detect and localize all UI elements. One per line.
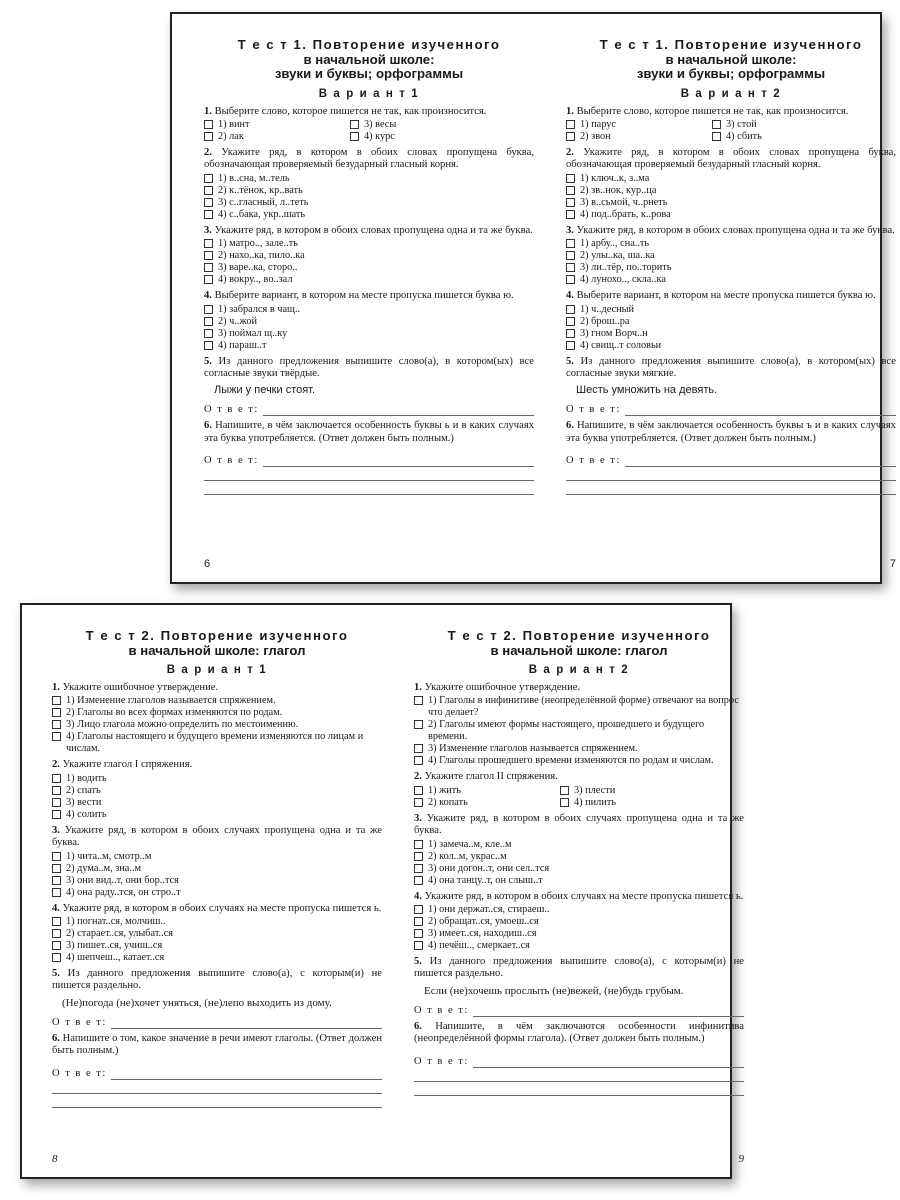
checkbox[interactable] bbox=[566, 275, 575, 284]
option[interactable]: 3) варе..ка, сторо.. bbox=[204, 262, 534, 274]
option[interactable]: 4) печёш.., смеркает..ся bbox=[414, 940, 744, 952]
option[interactable]: 1) чита..м, смотр..м bbox=[52, 851, 382, 863]
options-q2 bbox=[204, 173, 534, 221]
option[interactable]: 1) Изменение глаголов называется спряжением. bbox=[52, 695, 382, 707]
option[interactable]: 4) вокру.., во..зал bbox=[204, 274, 534, 286]
question-6: 6. Напишите, в чём заключаются особенности инфинитива (неопределённой формы глагола). (Ответ должен быть полным.) bbox=[414, 1020, 744, 1045]
option[interactable]: 2) спать bbox=[52, 785, 382, 797]
question-1: 1. Выберите слово, которое пишется не так, как произносится. bbox=[566, 105, 849, 117]
checkbox[interactable] bbox=[52, 708, 61, 717]
page-title: Т е с т 1. Повторение изученного в начальной школе: звуки и буквы; орфограммы bbox=[599, 37, 863, 81]
checkbox[interactable] bbox=[52, 774, 61, 783]
option[interactable]: 3) они вид..т, они бор..тся bbox=[52, 875, 382, 887]
checkbox[interactable] bbox=[414, 744, 423, 753]
checkbox[interactable] bbox=[414, 876, 423, 885]
checkbox[interactable] bbox=[566, 251, 575, 260]
checkbox[interactable] bbox=[52, 888, 61, 897]
option[interactable]: 3) ли..тёр, по..торить bbox=[566, 262, 896, 274]
checkbox[interactable] bbox=[566, 210, 575, 219]
option[interactable]: 3) пишет..ся, учиш..ся bbox=[52, 940, 382, 952]
checkbox[interactable] bbox=[414, 917, 423, 926]
checkbox[interactable] bbox=[52, 696, 61, 705]
checkbox[interactable] bbox=[712, 132, 721, 141]
answer-line[interactable] bbox=[204, 481, 534, 495]
option[interactable]: 2) к..тёнок, кр..вать bbox=[204, 185, 534, 197]
option[interactable]: 2) лак bbox=[204, 131, 350, 143]
checkbox[interactable] bbox=[204, 275, 213, 284]
checkbox[interactable] bbox=[52, 720, 61, 729]
options-q1 bbox=[204, 119, 534, 143]
checkbox[interactable] bbox=[204, 341, 213, 350]
page-number: 6 bbox=[204, 558, 211, 570]
option[interactable]: 1) винт bbox=[204, 119, 350, 131]
checkbox[interactable] bbox=[414, 786, 423, 795]
option[interactable]: 4) пилить bbox=[560, 797, 706, 809]
page-6 bbox=[204, 14, 534, 582]
checkbox[interactable] bbox=[566, 341, 575, 350]
option[interactable]: 1) погнат..ся, молчиш.. bbox=[52, 916, 382, 928]
options-q4 bbox=[52, 916, 382, 964]
checkbox[interactable] bbox=[204, 210, 213, 219]
question-2: 2. Укажите глагол I спряжения. bbox=[52, 759, 193, 771]
page-number: 7 bbox=[889, 558, 896, 570]
checkbox[interactable] bbox=[52, 798, 61, 807]
option[interactable]: 1) жить bbox=[414, 785, 560, 797]
answer-field[interactable]: О т в е т: bbox=[414, 1056, 744, 1068]
question-2: 2. Укажите ряд, в котором в обоих словах пропущена буква, обозначающая проверяемый безударный гласный корня. bbox=[204, 146, 535, 171]
checkbox[interactable] bbox=[52, 864, 61, 873]
question-4: 4. Выберите вариант, в котором на месте пропуска пишется буква ю. bbox=[566, 290, 876, 302]
answer-field[interactable]: О т в е т: bbox=[566, 404, 896, 416]
checkbox[interactable] bbox=[566, 198, 575, 207]
answer-line[interactable] bbox=[566, 481, 896, 495]
checkbox[interactable] bbox=[566, 317, 575, 326]
options-q2 bbox=[566, 173, 896, 221]
options-q2 bbox=[52, 773, 382, 821]
option[interactable]: 3) они догон..т, они сел..тся bbox=[414, 863, 744, 875]
checkbox[interactable] bbox=[566, 186, 575, 195]
option[interactable]: 4) солить bbox=[52, 809, 382, 821]
option[interactable]: 4) параш..т bbox=[204, 340, 534, 352]
option[interactable]: 1) забрался в чащ.. bbox=[204, 304, 534, 316]
answer-field[interactable]: О т в е т: bbox=[52, 1068, 382, 1080]
option[interactable]: 3) плести bbox=[560, 785, 706, 797]
checkbox[interactable] bbox=[414, 840, 423, 849]
answer-field[interactable]: О т в е т: bbox=[52, 1017, 382, 1029]
options-q2 bbox=[414, 785, 744, 809]
option[interactable]: 2) кол..м, украс..м bbox=[414, 851, 744, 863]
option[interactable]: 1) замеча..м, кле..м bbox=[414, 839, 744, 851]
checkbox[interactable] bbox=[560, 786, 569, 795]
option[interactable]: 1) матро.., зале..ть bbox=[204, 238, 534, 250]
option[interactable]: 4) она раду..тся, он стро..т bbox=[52, 887, 382, 899]
question-1: 1. Выберите слово, которое пишется не так, как произносится. bbox=[204, 105, 487, 117]
option[interactable]: 3) с..гласный, л..теть bbox=[204, 197, 534, 209]
page-title: Т е с т 2. Повторение изученного в начальной школе: глагол bbox=[447, 628, 711, 658]
question-5: 5. Из данного предложения выпишите слово(а), в котором(ых) все согласные звуки твёрдые. bbox=[204, 355, 534, 379]
checkbox[interactable] bbox=[204, 132, 213, 141]
option[interactable]: 2) ч..жой bbox=[204, 316, 534, 328]
option[interactable]: 2) нахо..ка, пило..ка bbox=[204, 250, 534, 262]
option[interactable]: 1) арбу.., сна..ть bbox=[566, 238, 896, 250]
checkbox[interactable] bbox=[204, 317, 213, 326]
checkbox[interactable] bbox=[414, 798, 423, 807]
checkbox[interactable] bbox=[52, 852, 61, 861]
options-q4 bbox=[566, 304, 896, 352]
spread-test-2 bbox=[20, 603, 744, 1179]
checkbox[interactable] bbox=[204, 263, 213, 272]
question-5: 5. Из данного предложения выпишите слово(а), в котором(ых) все согласные звуки мягкие. bbox=[566, 355, 896, 379]
question-6: 6. Напишите, в чём заключается особенность буквы ъ и в каких случаях эта буква употребляется. (Ответ должен быть полным.) bbox=[566, 420, 896, 444]
option[interactable]: 3) весы bbox=[350, 119, 496, 131]
example-sentence: Если (не)хочешь прослыть (не)вежей, (не)будь грубым. bbox=[424, 984, 684, 997]
option[interactable]: 1) в..сна, м..тель bbox=[204, 173, 534, 185]
checkbox[interactable] bbox=[52, 941, 61, 950]
checkbox[interactable] bbox=[414, 720, 423, 729]
answer-line[interactable] bbox=[52, 1080, 382, 1094]
checkbox[interactable] bbox=[204, 186, 213, 195]
checkbox[interactable] bbox=[350, 132, 359, 141]
checkbox[interactable] bbox=[414, 756, 423, 765]
checkbox[interactable] bbox=[52, 732, 61, 741]
question-3: 3. Укажите ряд, в котором в обоих случаях пропущена одна и та же буква. bbox=[52, 824, 382, 849]
page-8 bbox=[52, 605, 382, 1177]
option[interactable]: 2) звон bbox=[566, 131, 712, 143]
checkbox[interactable] bbox=[560, 798, 569, 807]
option[interactable]: 1) водить bbox=[52, 773, 382, 785]
variant-heading: В а р и а н т 2 bbox=[528, 664, 630, 676]
option[interactable]: 4) под..брать, к..рова bbox=[566, 209, 896, 221]
question-5: 5. Из данного предложения выпишите слово(а), с которым(и) не пишется раздельно. bbox=[414, 956, 744, 980]
checkbox[interactable] bbox=[204, 305, 213, 314]
checkbox[interactable] bbox=[204, 198, 213, 207]
checkbox[interactable] bbox=[52, 876, 61, 885]
option[interactable]: 3) стой bbox=[712, 119, 858, 131]
checkbox[interactable] bbox=[52, 953, 61, 962]
checkbox[interactable] bbox=[204, 120, 213, 129]
question-1: 1. Укажите ошибочное утверждение. bbox=[52, 682, 219, 693]
checkbox[interactable] bbox=[566, 132, 575, 141]
example-sentence: Лыжи у печки стоят. bbox=[214, 384, 316, 397]
option[interactable]: 1) парус bbox=[566, 119, 712, 131]
page-number: 9 bbox=[738, 1153, 744, 1165]
page-number: 8 bbox=[52, 1153, 58, 1165]
answer-field[interactable]: О т в е т: bbox=[566, 455, 896, 467]
question-1: 1. Укажите ошибочное утверждение. bbox=[414, 682, 581, 693]
option[interactable]: 3) Лицо глагола можно определить по местоимению. bbox=[52, 719, 382, 731]
question-4: 4. Выберите вариант, в котором на месте пропуска пишется буква ю. bbox=[204, 290, 514, 302]
question-3: 3. Укажите ряд, в котором в обоих словах пропущена одна и та же буква. bbox=[566, 224, 895, 236]
option[interactable]: 3) поймал щ..ку bbox=[204, 328, 534, 340]
answer-field[interactable]: О т в е т: bbox=[204, 404, 534, 416]
options-q3 bbox=[566, 238, 896, 286]
option[interactable]: 2) копать bbox=[414, 797, 560, 809]
options-q1 bbox=[414, 695, 744, 767]
options-q3 bbox=[414, 839, 744, 887]
option[interactable]: 4) шепчеш.., катает..ся bbox=[52, 952, 382, 964]
option[interactable]: 3) имеет..ся, находиш..ся bbox=[414, 928, 744, 940]
checkbox[interactable] bbox=[566, 263, 575, 272]
variant-heading: В а р и а н т 1 bbox=[166, 664, 268, 676]
option[interactable]: 2) Глаголы во всех формах изменяются по родам. bbox=[52, 707, 382, 719]
question-3: 3. Укажите ряд, в котором в обоих словах пропущена одна и та же буква. bbox=[204, 224, 533, 236]
spread-test-1 bbox=[170, 12, 897, 584]
answer-line[interactable] bbox=[414, 1068, 744, 1082]
answer-line[interactable] bbox=[52, 1094, 382, 1108]
page-7 bbox=[566, 14, 896, 582]
checkbox[interactable] bbox=[204, 239, 213, 248]
option[interactable]: 4) Глаголы настоящего и будущего времени изменяются по лицам и числам. bbox=[52, 731, 382, 755]
options-q1 bbox=[566, 119, 896, 143]
checkbox[interactable] bbox=[566, 305, 575, 314]
page-title: Т е с т 2. Повторение изученного в начальной школе: глагол bbox=[85, 628, 349, 658]
example-sentence: (Не)погода (не)хочет уняться, (не)лепо выходить из дому. bbox=[62, 996, 332, 1009]
option[interactable]: 4) свищ..т соловьи bbox=[566, 340, 896, 352]
question-3: 3. Укажите ряд, в котором в обоих случаях пропущена одна и та же буква. bbox=[414, 812, 744, 837]
option[interactable]: 3) вести bbox=[52, 797, 382, 809]
checkbox[interactable] bbox=[52, 917, 61, 926]
answer-field[interactable]: О т в е т: bbox=[414, 1005, 744, 1017]
question-5: 5. Из данного предложения выпишите слово(а), с которым(и) не пишется раздельно. bbox=[52, 968, 382, 992]
options-q3 bbox=[204, 238, 534, 286]
question-6: 6. Напишите о том, какое значение в речи имеют глаголы. (Ответ должен быть полным.) bbox=[52, 1032, 382, 1057]
question-4: 4. Укажите ряд, в котором в обоих случаях на месте пропуска пишется ь. bbox=[52, 902, 382, 914]
checkbox[interactable] bbox=[52, 810, 61, 819]
option[interactable]: 3) в..сьмой, ч..рнеть bbox=[566, 197, 896, 209]
option[interactable]: 4) с..бака, укр..шать bbox=[204, 209, 534, 221]
variant-heading: В а р и а н т 2 bbox=[680, 87, 782, 100]
checkbox[interactable] bbox=[566, 120, 575, 129]
checkbox[interactable] bbox=[52, 929, 61, 938]
checkbox[interactable] bbox=[414, 852, 423, 861]
example-sentence: Шесть умножить на девять. bbox=[576, 384, 718, 397]
answer-line[interactable] bbox=[204, 467, 534, 481]
option[interactable]: 1) Глаголы в инфинитиве (неопределённой форме) отвечают на вопрос что делает? bbox=[414, 695, 744, 719]
options-q4 bbox=[204, 304, 534, 352]
checkbox[interactable] bbox=[204, 174, 213, 183]
checkbox[interactable] bbox=[414, 929, 423, 938]
question-6: 6. Напишите, в чём заключается особенность буквы ь и в каких случаях эта буква употребляется. (Ответ должен быть полным.) bbox=[204, 420, 534, 444]
page-9 bbox=[414, 605, 744, 1177]
option[interactable]: 4) Глаголы прошедшего времени изменяются по родам и числам. bbox=[414, 755, 744, 767]
option[interactable]: 4) сбить bbox=[712, 131, 858, 143]
option[interactable]: 3) Изменение глаголов называется спряжением. bbox=[414, 743, 744, 755]
question-4: 4. Укажите ряд, в котором в обоих случаях на месте пропуска пишется ь. bbox=[414, 890, 744, 902]
answer-line[interactable] bbox=[414, 1082, 744, 1096]
answer-field[interactable]: О т в е т: bbox=[204, 455, 534, 467]
checkbox[interactable] bbox=[414, 905, 423, 914]
checkbox[interactable] bbox=[52, 786, 61, 795]
option[interactable]: 2) дума..м, зна..м bbox=[52, 863, 382, 875]
checkbox[interactable] bbox=[204, 251, 213, 260]
checkbox[interactable] bbox=[414, 941, 423, 950]
checkbox[interactable] bbox=[566, 174, 575, 183]
answer-line[interactable] bbox=[566, 467, 896, 481]
option[interactable]: 2) обращат..ся, умоеш..ся bbox=[414, 916, 744, 928]
option[interactable]: 1) ключ..к, з..ма bbox=[566, 173, 896, 185]
option[interactable]: 4) лунохо.., скла..ка bbox=[566, 274, 896, 286]
question-2: 2. Укажите ряд, в котором в обоих словах пропущена буква, обозначающая проверяемый безударный гласный корня. bbox=[566, 146, 897, 171]
checkbox[interactable] bbox=[566, 239, 575, 248]
question-2: 2. Укажите глагол II спряжения. bbox=[414, 771, 558, 783]
options-q4 bbox=[414, 904, 744, 952]
page-title: Т е с т 1. Повторение изученного в начальной школе: звуки и буквы; орфограммы bbox=[237, 37, 501, 81]
options-q1 bbox=[52, 695, 382, 755]
option[interactable]: 3) гном Ворч..н bbox=[566, 328, 896, 340]
option[interactable]: 1) они держат..ся, стираеш.. bbox=[414, 904, 744, 916]
option[interactable]: 2) брош..ра bbox=[566, 316, 896, 328]
option[interactable]: 1) ч..десный bbox=[566, 304, 896, 316]
checkbox[interactable] bbox=[350, 120, 359, 129]
option[interactable]: 2) улы..ка, ша..ка bbox=[566, 250, 896, 262]
option[interactable]: 2) Глаголы имеют формы настоящего, прошедшего и будущего времени. bbox=[414, 719, 744, 743]
variant-heading: В а р и а н т 1 bbox=[318, 87, 420, 100]
checkbox[interactable] bbox=[414, 864, 423, 873]
option[interactable]: 4) курс bbox=[350, 131, 496, 143]
option[interactable]: 4) она танцу..т, он слыш..т bbox=[414, 875, 744, 887]
checkbox[interactable] bbox=[204, 329, 213, 338]
option[interactable]: 2) старает..ся, улыбат..ся bbox=[52, 928, 382, 940]
checkbox[interactable] bbox=[712, 120, 721, 129]
options-q3 bbox=[52, 851, 382, 899]
option[interactable]: 2) зв..нок, кур..ца bbox=[566, 185, 896, 197]
checkbox[interactable] bbox=[414, 696, 423, 705]
checkbox[interactable] bbox=[566, 329, 575, 338]
